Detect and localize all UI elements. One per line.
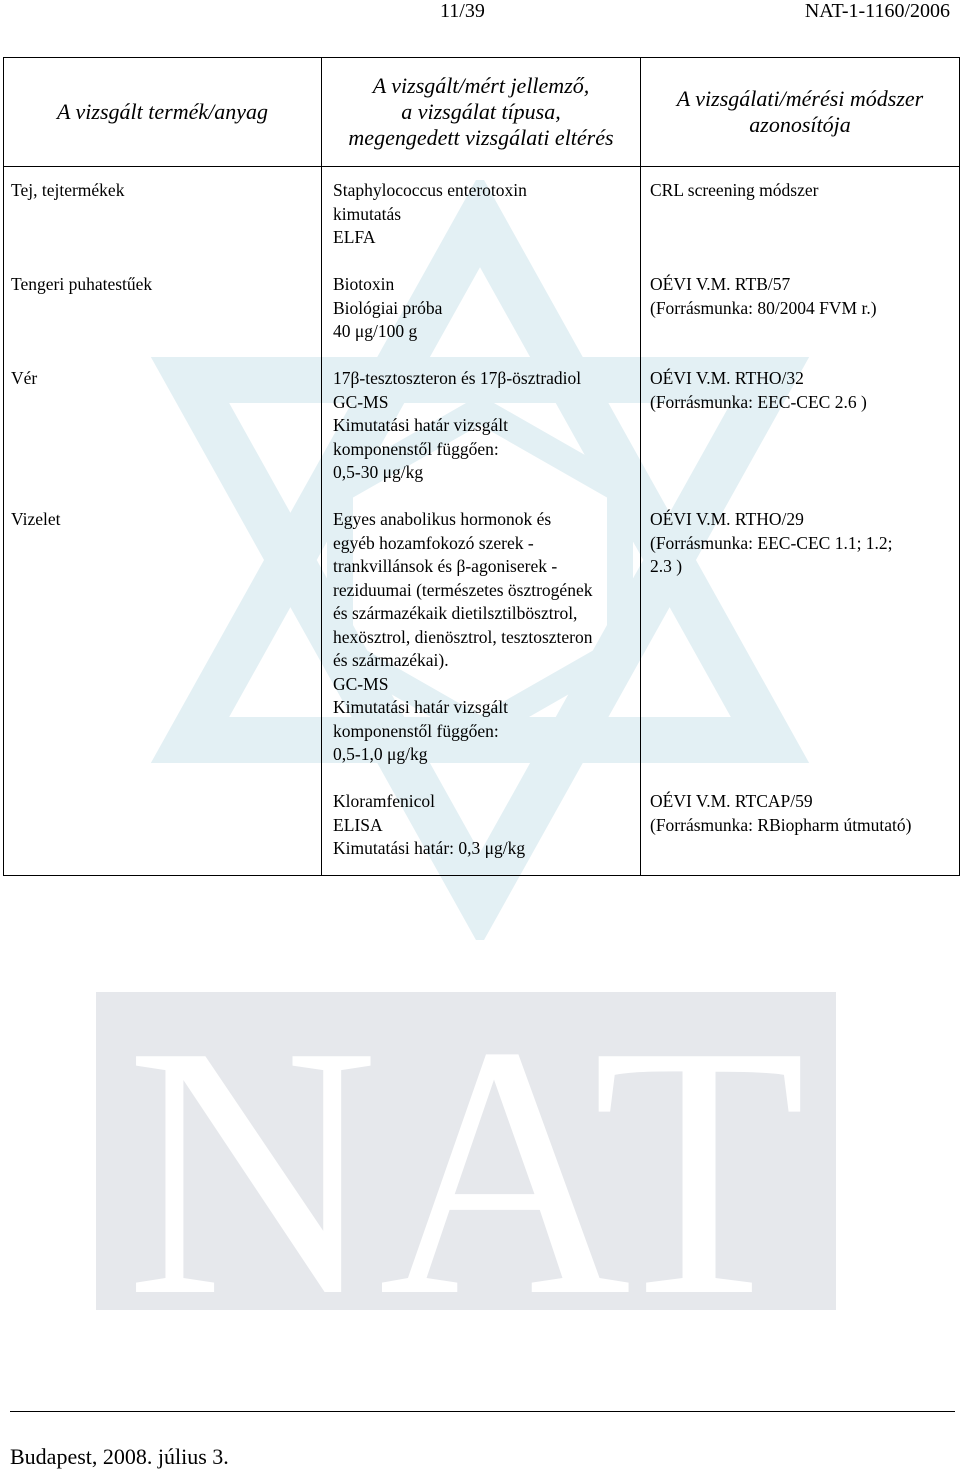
characteristic-line: Kimutatási határ: 0,3 μg/kg xyxy=(333,838,526,858)
document-id: NAT-1-1160/2006 xyxy=(804,0,950,22)
characteristic-line: Biotoxin xyxy=(333,274,395,294)
product-name: Vizelet xyxy=(11,509,61,529)
method-entry xyxy=(650,367,951,485)
method-entry xyxy=(650,790,951,837)
spacer xyxy=(650,414,951,485)
header-line: azonosítója xyxy=(749,112,851,137)
method-entry xyxy=(650,508,951,767)
spacer xyxy=(11,391,313,485)
characteristic-line: ELFA xyxy=(333,227,376,247)
product-name: Tengeri puhatestűek xyxy=(11,274,153,294)
characteristic-line: és származékai). xyxy=(333,650,449,670)
method-line: OÉVI V.M. RTHO/32 xyxy=(650,368,804,388)
characteristic-entry xyxy=(333,790,632,861)
method-line: (Forrásmunka: RBiopharm útmutató) xyxy=(650,814,912,835)
page-number: 11/39 xyxy=(440,0,485,22)
spacer xyxy=(11,203,313,250)
method-entry xyxy=(650,179,951,250)
spacer xyxy=(650,320,951,344)
characteristic-entry xyxy=(333,273,632,344)
characteristic-line: hexösztrol, dienösztrol, tesztoszteron xyxy=(333,626,593,647)
spacer xyxy=(11,297,313,344)
characteristic-line: Staphylococcus enterotoxin xyxy=(333,180,527,200)
header-line: a vizsgálat típusa, xyxy=(401,99,561,124)
page-header xyxy=(0,0,960,24)
method-line: OÉVI V.M. RTB/57 xyxy=(650,274,791,294)
spacer xyxy=(650,203,951,250)
product-entry xyxy=(11,508,313,532)
characteristic-line: trankvillánsok és β-agoniserek - xyxy=(333,556,558,576)
characteristic-entry xyxy=(333,367,632,485)
method-line: OÉVI V.M. RTCAP/59 xyxy=(650,791,813,811)
characteristic-line: és származékaik dietilsztilbösztrol, xyxy=(333,603,578,623)
watermark-nat-logo xyxy=(96,992,836,1310)
method-line: OÉVI V.M. RTHO/29 xyxy=(650,509,804,529)
characteristic-line: 0,5-1,0 μg/kg xyxy=(333,744,428,764)
product-name: Tej, tejtermékek xyxy=(11,180,125,200)
header-line: A vizsgálati/mérési módszer xyxy=(676,86,924,111)
characteristic-line: GC-MS xyxy=(333,391,389,412)
characteristic-line: egyéb hozamfokozó szerek - xyxy=(333,532,534,553)
characteristic-line: Kloramfenicol xyxy=(333,791,436,811)
column-header-product xyxy=(4,58,322,167)
characteristic-entry xyxy=(333,179,632,250)
table-row xyxy=(4,167,960,876)
method-line: CRL screening módszer xyxy=(650,180,819,200)
product-cell xyxy=(4,167,322,876)
characteristic-line: Kimutatási határ vizsgált xyxy=(333,415,508,435)
method-line: (Forrásmunka: 80/2004 FVM r.) xyxy=(650,297,877,318)
characteristic-entry xyxy=(333,508,632,767)
product-entry xyxy=(11,273,313,344)
accreditation-scope-table xyxy=(3,57,960,876)
header-line: A vizsgált/mért jellemző, xyxy=(372,73,590,98)
characteristic-line: GC-MS xyxy=(333,673,389,694)
characteristic-line: komponenstől függően: xyxy=(333,720,499,741)
footer-place-date: Budapest, 2008. július 3. xyxy=(10,1444,229,1469)
method-cell xyxy=(641,167,960,876)
characteristic-line: reziduumai (természetes ösztrogének xyxy=(333,579,593,600)
characteristic-line: komponenstől függően: xyxy=(333,438,499,459)
footer-divider xyxy=(10,1411,955,1412)
characteristic-line: ELISA xyxy=(333,814,383,835)
product-entry xyxy=(11,367,313,485)
header-line: megengedett vizsgálati eltérés xyxy=(348,125,614,150)
characteristic-line: 0,5-30 μg/kg xyxy=(333,462,424,482)
characteristic-line: 17β-tesztoszteron és 17β-ösztradiol xyxy=(333,368,582,388)
column-header-characteristic xyxy=(322,58,641,167)
characteristic-line: Egyes anabolikus hormonok és xyxy=(333,509,552,529)
watermark-nat-text: NAT xyxy=(126,992,806,1310)
characteristic-line: Kimutatási határ vizsgált xyxy=(333,697,508,717)
header-line: A vizsgált termék/anyag xyxy=(57,99,268,124)
method-line: (Forrásmunka: EEC-CEC 2.6 ) xyxy=(650,391,867,412)
product-name: Vér xyxy=(11,368,38,388)
method-line: (Forrásmunka: EEC-CEC 1.1; 1.2; xyxy=(650,532,893,553)
characteristic-line: kimutatás xyxy=(333,203,402,224)
characteristic-line: Biológiai próba xyxy=(333,297,443,318)
spacer xyxy=(650,579,951,767)
column-header-method xyxy=(641,58,960,167)
characteristic-line: 40 μg/100 g xyxy=(333,321,418,341)
characteristic-cell xyxy=(322,167,641,876)
method-line: 2.3 ) xyxy=(650,556,683,576)
table-header-row xyxy=(4,58,960,167)
method-entry xyxy=(650,273,951,344)
product-entry xyxy=(11,179,313,250)
